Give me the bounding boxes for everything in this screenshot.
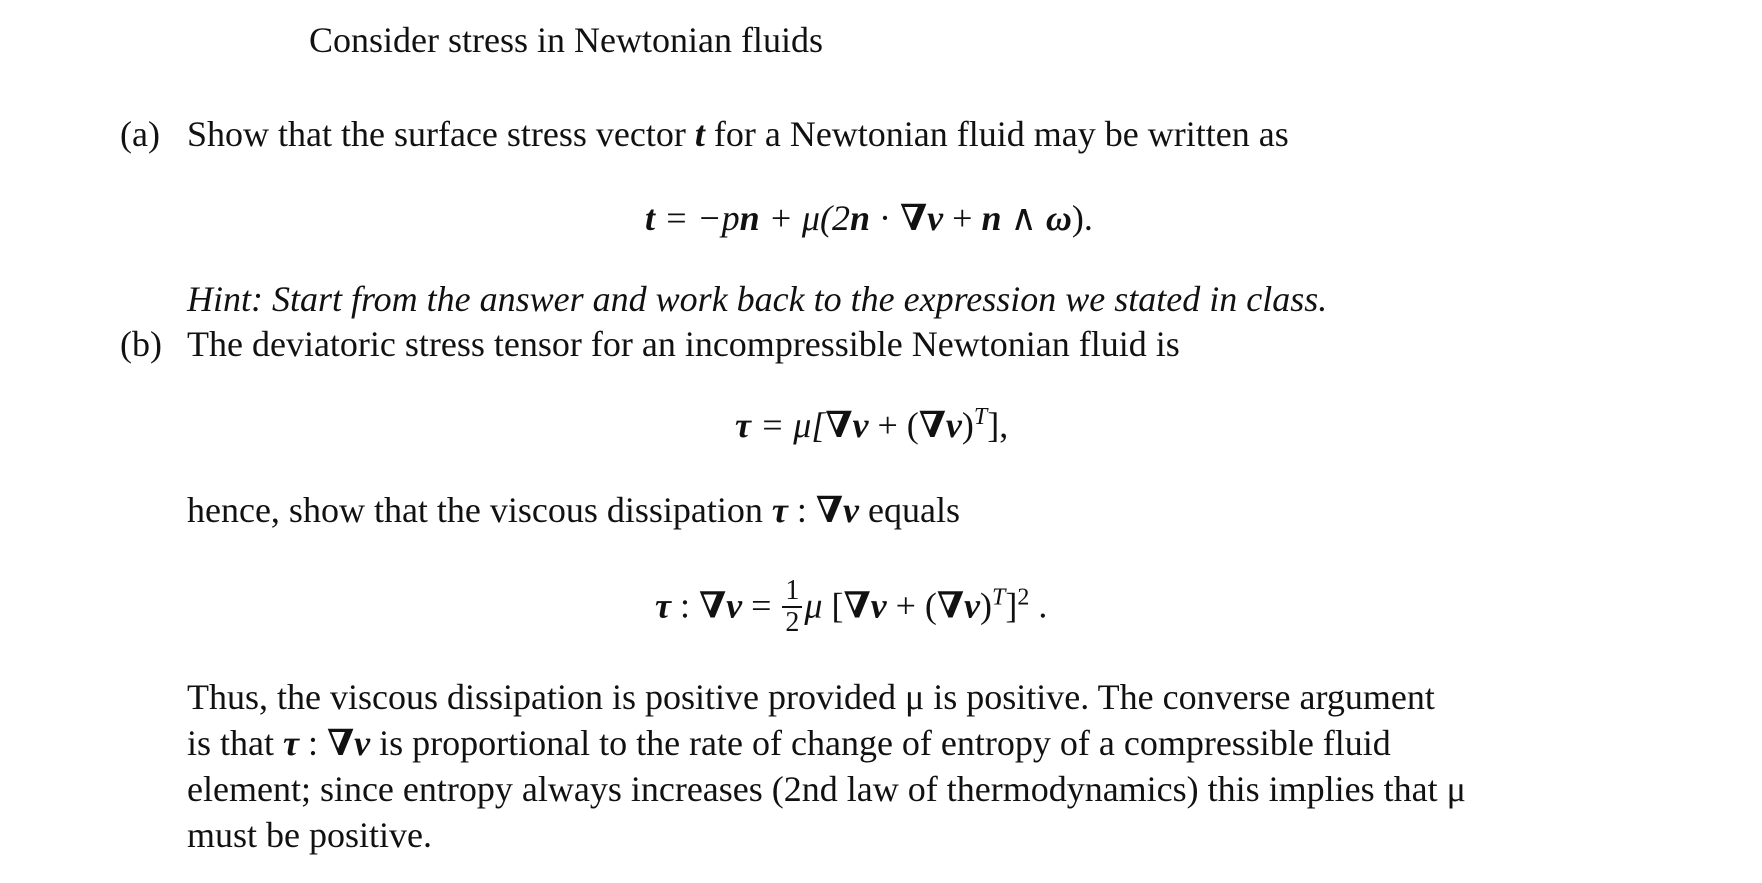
part-b-statement: The deviatoric stress tensor for an incompressible Newtonian fluid is [187, 324, 1180, 364]
eq3-plus: + ( [886, 585, 937, 626]
eq3-close-bracket: ] [1005, 585, 1018, 626]
eq3-equals: = [742, 585, 781, 626]
fraction-denominator: 2 [785, 607, 800, 638]
conclusion-text-1: Thus, the viscous dissipation is positive provided μ is positive. The converse argument [187, 677, 1435, 717]
eq2-plus: + ( [868, 405, 919, 445]
eq3-end: . [1029, 585, 1048, 626]
line2-colon: : [298, 723, 327, 763]
line2-grad: ∇v [327, 723, 371, 763]
surface-stress-equation [645, 196, 1093, 240]
conclusion-line-1 [187, 674, 1615, 720]
eq-wedge: ∧ [1001, 198, 1046, 238]
eq3-grad-3: ∇v [936, 585, 980, 626]
conclusion-line-2 [187, 720, 1615, 766]
eq3-close-paren: ) [979, 585, 992, 626]
eq-plus: + [943, 198, 982, 238]
part-a-statement-pre: Show that the surface stress vector [187, 114, 695, 154]
conclusion-text-2 [187, 720, 1615, 766]
hence-grad: ∇v [815, 490, 860, 530]
part-b-label: (b) [120, 324, 162, 364]
eq-dot: · [870, 198, 901, 238]
part-a-label: (a) [120, 114, 160, 154]
eq3-open-bracket: [ [822, 585, 844, 626]
conclusion-text-4: must be positive. [187, 815, 432, 855]
eq2-transpose: T [973, 404, 988, 430]
eq3-squared: 2 [1017, 584, 1030, 611]
hence-post: equals [859, 490, 960, 530]
hence-tau: τ [771, 490, 788, 530]
eq3-mu: μ [804, 585, 823, 626]
hence-colon: : [787, 490, 816, 530]
hence-pre: hence, show that the viscous dissipation [187, 490, 772, 530]
one-half-fraction [782, 576, 802, 638]
eq2-velocity-gradient-2: ∇v [918, 405, 962, 445]
fraction-numerator: 1 [782, 576, 802, 608]
stress-vector-symbol: t [694, 114, 705, 154]
eq2-close-paren: ) [961, 405, 974, 445]
eq-mu-term: + μ(2 [759, 198, 850, 238]
eq-end: ). [1071, 198, 1093, 238]
eq2-mu: = μ[ [750, 405, 826, 445]
conclusion-line-4 [187, 812, 1615, 858]
line2-pre: is that [187, 723, 283, 763]
eq3-tau: τ [655, 585, 671, 626]
part-a-statement [187, 112, 1289, 156]
eq-normal-2: n [850, 198, 871, 238]
part-a-statement-post: for a Newtonian fluid may be written as [704, 114, 1289, 154]
eq-vorticity: ω [1045, 198, 1072, 238]
eq2-velocity-gradient: ∇v [825, 405, 869, 445]
eq-lhs: t [645, 198, 656, 238]
eq3-transpose: T [991, 584, 1006, 611]
eq-pressure-term: = −p [655, 198, 740, 238]
eq-velocity-gradient: ∇v [900, 198, 944, 238]
eq3-grad: ∇v [699, 585, 743, 626]
deviatoric-stress-equation [735, 403, 1008, 447]
eq2-end: ], [987, 405, 1009, 445]
hence-statement [187, 488, 960, 532]
viscous-dissipation-equation [655, 575, 1048, 640]
conclusion-line-3 [187, 766, 1615, 812]
problem-title: Consider stress in Newtonian fluids [309, 20, 823, 60]
eq3-grad-2: ∇v [843, 585, 887, 626]
tau-symbol: τ [735, 405, 751, 445]
line2-tau: τ [283, 723, 299, 763]
eq3-colon: : [670, 585, 699, 626]
line2-post: is proportional to the rate of change of entropy of a compressible fluid [370, 723, 1391, 763]
conclusion-text-3: element; since entropy always increases (2nd law of thermodynamics) this implies that μ [187, 769, 1466, 809]
eq-normal-1: n [739, 198, 760, 238]
part-a-hint: Hint: Start from the answer and work back to the expression we stated in class. [187, 279, 1328, 319]
eq-normal-3: n [981, 198, 1002, 238]
